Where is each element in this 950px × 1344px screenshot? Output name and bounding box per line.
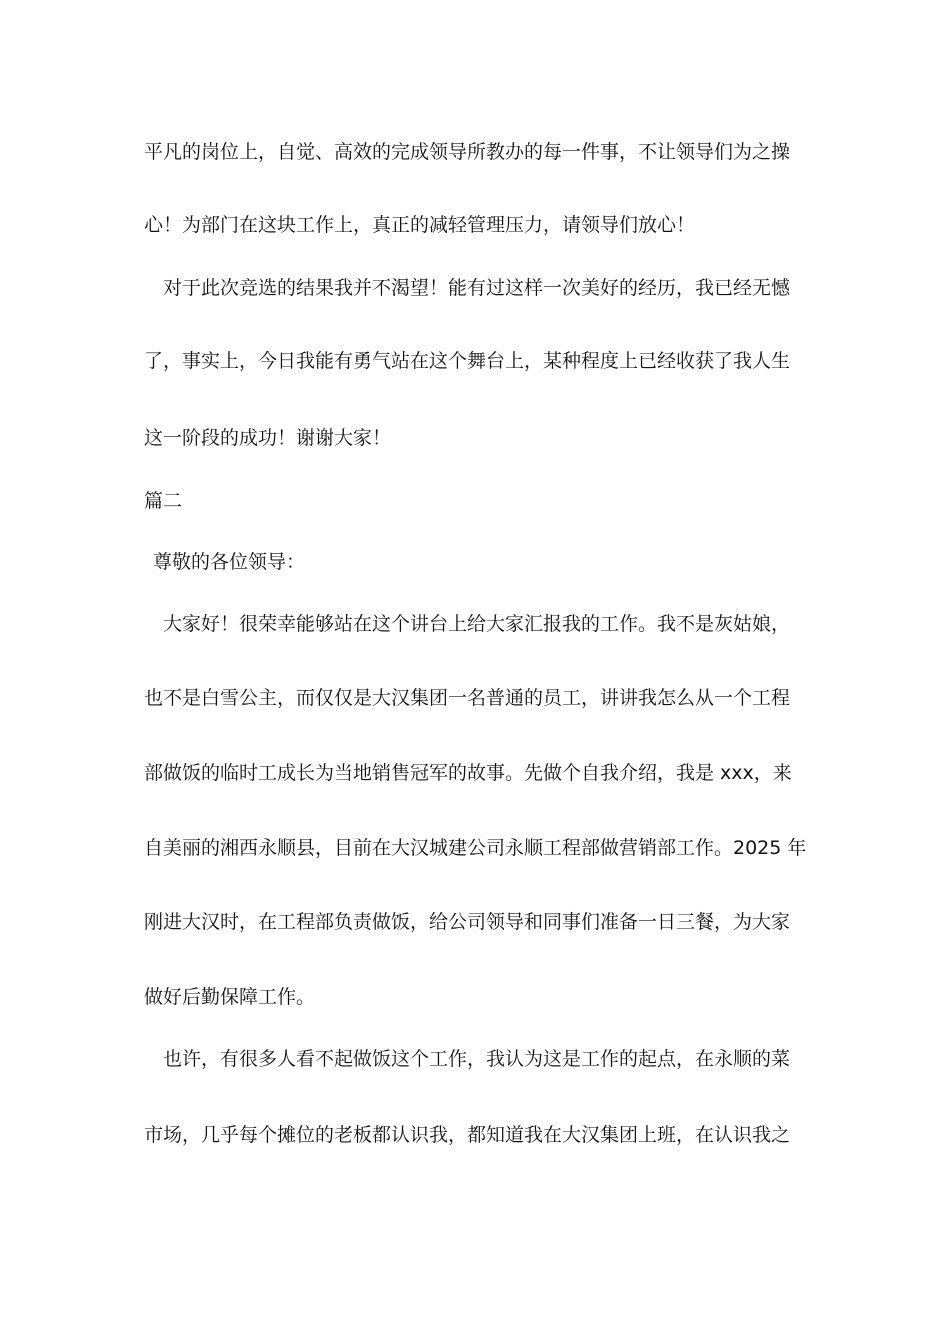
- text-line: 对于此次竞选的结果我并不渴望！能有过这样一次美好的经历，我已经无憾: [163, 277, 791, 299]
- text-line: 刚进大汉时，在工程部负责做饭，给公司领导和同事们准备一日三餐，为大家: [144, 911, 791, 933]
- text-line: 自美丽的湘西永顺县，目前在大汉城建公司永顺工程部做营销部工作。2025 年: [144, 837, 807, 859]
- text-line: 做好后勤保障工作。: [144, 986, 316, 1008]
- text-line: 市场，几乎每个摊位的老板都认识我，都知道我在大汉集团上班，在认识我之: [144, 1124, 791, 1146]
- text-line: 也不是白雪公主，而仅仅是大汉集团一名普通的员工，讲讲我怎么从一个工程: [144, 687, 791, 709]
- text-line: 也许，有很多人看不起做饭这个工作，我认为这是工作的起点，在永顺的菜: [163, 1048, 791, 1070]
- text-line: 心！为部门在这块工作上，真正的减轻管理压力，请领导们放心！: [144, 214, 696, 236]
- section-heading: 篇二: [144, 490, 183, 512]
- text-line: 部做饭的临时工成长为当地销售冠军的故事。先做个自我介绍，我是 xxx，来: [144, 762, 792, 784]
- text-line: 大家好！很荣幸能够站在这个讲台上给大家汇报我的工作。我不是灰姑娘，: [163, 613, 791, 635]
- salutation: 尊敬的各位领导：: [153, 551, 306, 573]
- text-line: 了，事实上，今日我能有勇气站在这个舞台上，某种程度上已经收获了我人生: [144, 350, 791, 372]
- text-line: 这一阶段的成功！谢谢大家！: [144, 427, 392, 449]
- text-line: 平凡的岗位上，自觉、高效的完成领导所教办的每一件事，不让领导们为之操: [144, 141, 791, 163]
